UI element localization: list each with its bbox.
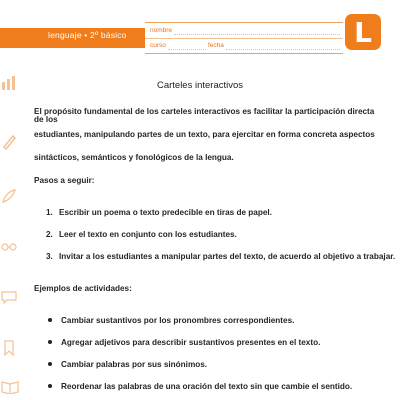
fecha-label: fecha — [208, 42, 224, 49]
example-text: Cambiar sustantivos por los pronombres correspondientes. — [61, 316, 295, 325]
decorative-icon-column — [0, 60, 20, 400]
example-item — [48, 338, 320, 347]
bullet-icon — [48, 340, 52, 344]
example-text: Reordenar las palabras de una oración del texto sin que cambie el sentido. — [61, 382, 353, 391]
subject-label: lenguaje • 2º básico — [48, 30, 127, 40]
bullet-icon — [48, 384, 52, 388]
steps-heading: Pasos a seguir: — [34, 176, 95, 185]
example-item — [48, 360, 207, 369]
speech-bubble-icon — [1, 290, 17, 304]
step-text: Leer el texto en conjunto con los estudiantes. — [59, 230, 237, 239]
step-text: Invitar a los estudiantes a manipular partes del texto, de acuerdo al objetivo a trabajar. — [59, 252, 396, 261]
intro-line-2: estudiantes, manipulando partes de un texto, para ejercitar en forma concreta aspectos — [34, 130, 375, 139]
step-number: 1. — [46, 208, 53, 217]
step-number: 2. — [46, 230, 53, 239]
bullet-icon — [48, 362, 52, 366]
example-text: Cambiar palabras por sus sinónimos. — [61, 360, 208, 369]
fecha-field[interactable] — [226, 49, 340, 50]
bullet-icon — [48, 318, 52, 322]
open-book-icon — [1, 380, 19, 394]
nombre-field[interactable] — [174, 34, 340, 35]
glasses-icon — [1, 242, 17, 252]
step-number: 3. — [46, 252, 53, 261]
bookmark-icon — [1, 340, 17, 356]
intro-line-3: sintácticos, semánticos y fonológicos de la lengua. — [34, 153, 234, 162]
step-text: Escribir un poema o texto predecible en tiras de papel. — [59, 208, 272, 217]
feather-icon — [1, 188, 17, 204]
examples-heading: Ejemplos de actividades: — [34, 284, 132, 293]
curso-field[interactable] — [168, 49, 206, 50]
step-item — [46, 230, 237, 239]
curso-label: curso — [150, 42, 166, 49]
step-item — [46, 252, 395, 261]
subject-letter-badge: L — [345, 14, 381, 50]
pencil-icon — [1, 134, 17, 150]
nombre-label: nombre — [150, 27, 173, 34]
example-item — [48, 316, 294, 325]
document-title: Carteles interactivos — [156, 80, 244, 91]
form-divider — [145, 38, 343, 39]
example-text: Agregar adjetivos para describir sustantivos presentes en el texto. — [61, 338, 321, 347]
intro-line-1: El propósito fundamental de los carteles interactivos es facilitar la participación directa de los — [34, 107, 375, 125]
example-item — [48, 382, 352, 391]
step-item — [46, 208, 272, 217]
